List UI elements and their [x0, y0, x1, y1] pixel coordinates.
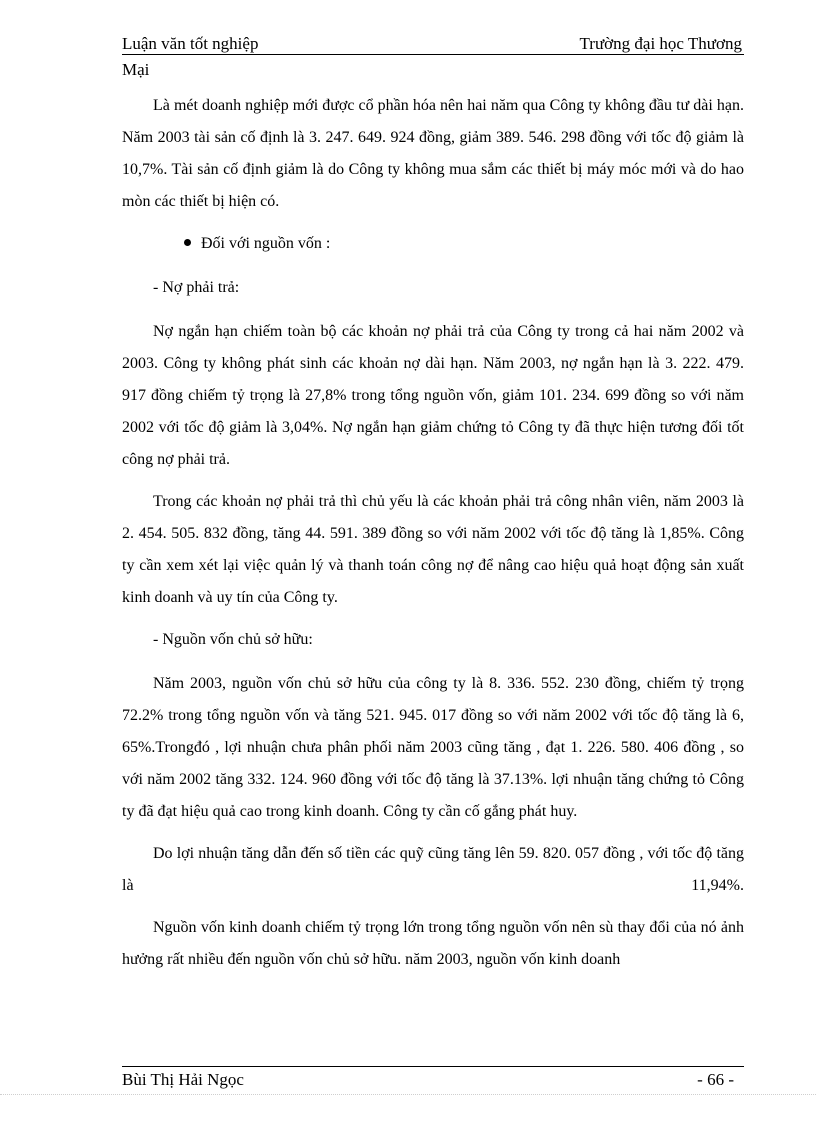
page-number: - 66 - [697, 1070, 734, 1089]
subheading-owner-equity: - Nguồn vốn chủ sở hữu: [153, 631, 313, 648]
page-footer [122, 1070, 734, 1090]
bullet-capital-sources [122, 228, 744, 260]
page-header [122, 34, 744, 55]
header-university-continuation: Mại [122, 60, 150, 79]
paragraph-owner-equity: Năm 2003, nguồn vốn chủ sở hữu của công ty là 8. 336. 552. 230 đồng, chiếm tỷ trọng 72.2% trong tổng nguồn vốn và tăng 521. 945. 017 đồng so với năm 2002 với tốc độ tăng là 6, 65%.Trongđó , lợi nhuận chưa phân phối năm 2003 cũng tăng , đạt 1. 226. 580. 406 đồng , so với năm 2002 tăng 332. 124. 960 đồng với tốc độ tăng là 37.13%. lợi nhuận tăng chứng tỏ Công ty đã đạt hiệu quả cao trong kinh doanh. Công ty cần cố gắng phát huy. [122, 675, 744, 820]
document-body [122, 90, 744, 986]
header-thesis-title: Luận văn tốt nghiệp [122, 34, 259, 53]
paragraph-payables: Trong các khoản nợ phải trả thì chủ yếu là các khoản phải trả công nhân viên, năm 2003 là 2. 454. 505. 832 đồng, tăng 44. 591. 389 đồng so với năm 2002 với tốc độ tăng là 1,85%. Công ty cần xem xét lại việc quản lý và thanh toán công nợ để nâng cao hiệu quả hoạt động sản xuất kinh doanh và uy tín của Công ty. [122, 493, 744, 606]
footer-divider [122, 1066, 744, 1067]
header-university: Trường đại học Thương [579, 34, 742, 53]
bullet-text: Đối với nguồn vốn : [201, 235, 331, 252]
page-edge-divider [0, 1094, 816, 1095]
paragraph-funds: Do lợi nhuận tăng dẫn đến số tiền các quỹ cũng tăng lên 59. 820. 057 đồng , với tốc độ tăng là 11,94%. [122, 845, 744, 894]
subheading-liabilities: - Nợ phải trả: [153, 279, 240, 296]
paragraph-fixed-assets: Là mét doanh nghiệp mới được cổ phần hóa nên hai năm qua Công ty không đầu tư dài hạn. Năm 2003 tài sản cố định là 3. 247. 649. 924 đồng, giảm 389. 546. 298 đồng với tốc độ giảm là 10,7%. Tài sản cố định giảm là do Công ty không mua sắm các thiết bị máy móc mới và do hao mòn các thiết bị hiện có. [122, 97, 744, 210]
bullet-icon [184, 239, 191, 246]
paragraph-business-capital: Nguồn vốn kinh doanh chiếm tỷ trọng lớn trong tổng nguồn vốn nên sù thay đổi của nó ảnh hưởng rất nhiều đến nguồn vốn chủ sở hữu. năm 2003, nguồn vốn kinh doanh [122, 919, 744, 968]
paragraph-short-term-debt: Nợ ngắn hạn chiếm toàn bộ các khoản nợ phải trả của Công ty trong cả hai năm 2002 và 2003. Công ty không phát sinh các khoản nợ dài hạn. Năm 2003, nợ ngắn hạn là 3. 222. 479. 917 đồng chiếm tỷ trọng là 27,8% trong tổng nguồn vốn, giảm 101. 234. 699 đồng so với năm 2002 với tốc độ giảm là 3,04%. Nợ ngắn hạn giảm chứng tỏ Công ty đã thực hiện tương đối tốt công nợ phải trả. [122, 323, 744, 468]
footer-author: Bùi Thị Hải Ngọc [122, 1070, 244, 1089]
